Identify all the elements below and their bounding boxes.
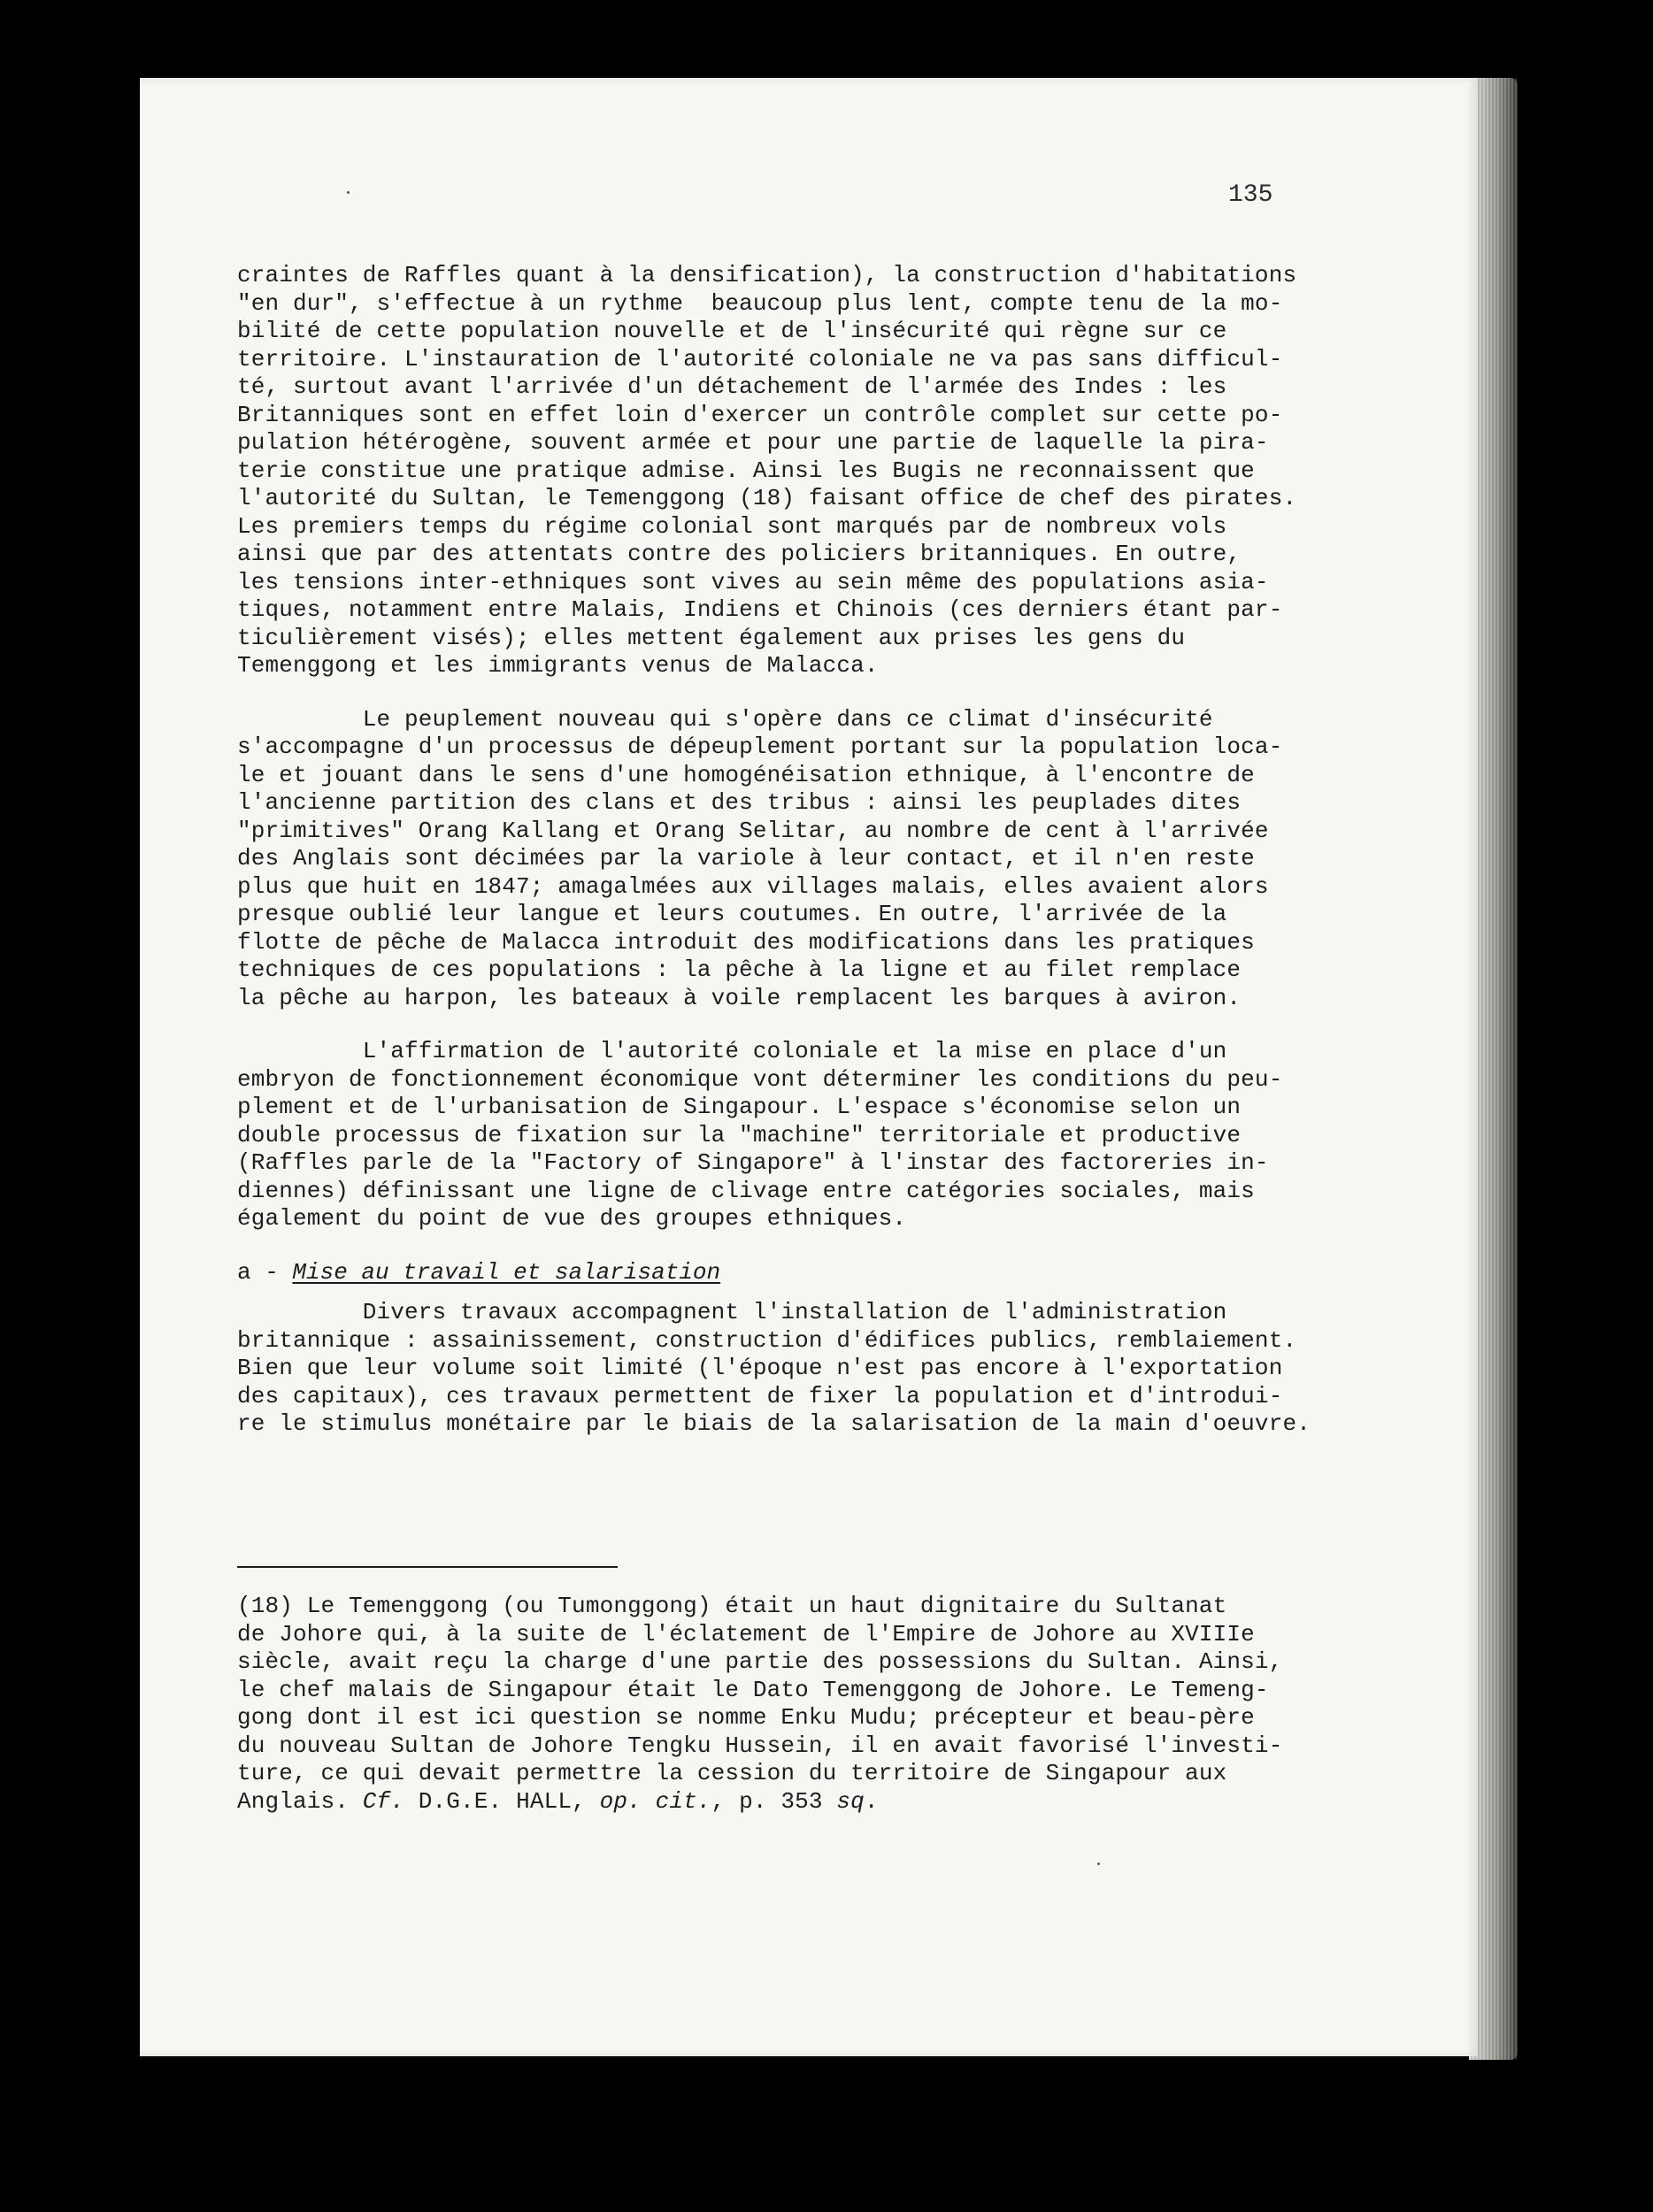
text-line: des capitaux), ces travaux permettent de fixer la population et d'introdui- [237, 1382, 1283, 1409]
text-line: plus que huit en 1847; amagalmées aux villages malais, elles avaient alors [237, 872, 1269, 900]
footnote-line: (18) Le Temenggong (ou Tumonggong) était un haut dignitaire du Sultanat [237, 1593, 1227, 1619]
footnote-line: de Johore qui, à la suite de l'éclatement de l'Empire de Johore au XVIIIe [237, 1620, 1255, 1647]
text-line: la pêche au harpon, les bateaux à voile remplacent les barques à aviron. [237, 984, 1242, 1011]
text-line: britannique : assainissement, construction d'édifices publics, remblaiement. [237, 1326, 1297, 1354]
paper-speck [1097, 1863, 1100, 1865]
text-line: embryon de fonctionnement économique vont déterminer les conditions du peu- [237, 1065, 1283, 1093]
citation-sq: sq [836, 1787, 865, 1815]
footnote [237, 1593, 1327, 1816]
citation-period: . [864, 1787, 879, 1815]
section-heading-prefix: a - [237, 1258, 293, 1286]
text-line: plement et de l'urbanisation de Singapour. L'espace s'économise selon un [237, 1094, 1242, 1120]
section-heading [237, 1259, 1327, 1287]
text-line: Le peuplement nouveau qui s'opère dans ce climat d'insécurité [237, 705, 1213, 733]
text-line: craintes de Raffles quant à la densification), la construction d'habitations [237, 262, 1297, 288]
main-text [237, 262, 1327, 1439]
paragraph-gap [237, 1286, 1327, 1299]
footnote-line: ture, ce qui devait permettre la cession du territoire de Singapour aux [237, 1760, 1227, 1786]
text-line: double processus de fixation sur la "machine" territoriale et productive [237, 1121, 1242, 1148]
text-line: tiques, notamment entre Malais, Indiens et Chinois (ces derniers étant par- [237, 596, 1283, 623]
text-line: les tensions inter-ethniques sont vives au sein même des populations asia- [237, 568, 1269, 595]
text-line: (Raffles parle de la "Factory of Singapore" à l'instar des factoreries in- [237, 1149, 1269, 1176]
text-line: terie constitue une pratique admise. Ainsi les Bugis ne reconnaissent que [237, 457, 1255, 484]
citation-cf: Cf. [362, 1787, 405, 1815]
text-line: diennes) définissant une ligne de clivage entre catégories sociales, mais [237, 1177, 1255, 1204]
footnote-line: du nouveau Sultan de Johore Tengku Hussein, il en avait favorisé l'investi- [237, 1732, 1283, 1759]
paper-speck [347, 191, 350, 194]
text-line: des Anglais sont décimées par la variole à leur contact, et il n'en reste [237, 845, 1255, 872]
text-line: techniques de ces populations : la pêche à la ligne et au filet remplace [237, 956, 1242, 983]
footnote-line: siècle, avait reçu la charge d'une partie des possessions du Sultan. Ainsi, [237, 1648, 1283, 1675]
text-line: Divers travaux accompagnent l'installation de l'administration [237, 1299, 1227, 1325]
text-line: l'ancienne partition des clans et des tribus : ainsi les peuplades dites [237, 789, 1242, 816]
text-line: Bien que leur volume soit limité (l'époque n'est pas encore à l'exportation [237, 1355, 1283, 1381]
section-heading-title: Mise au travail et salarisation [292, 1258, 721, 1286]
text-line: ticulièrement visés); elles mettent également aux prises les gens du [237, 624, 1186, 651]
text-line: "en dur", s'effectue à un rythme beaucoup plus lent, compte tenu de la mo- [237, 289, 1283, 317]
text-line: flotte de pêche de Malacca introduit des modifications dans les pratiques [237, 928, 1255, 956]
text-line: également du point de vue des groupes ethniques. [237, 1205, 907, 1232]
text-line: L'affirmation de l'autorité coloniale et la mise en place d'un [237, 1038, 1227, 1064]
text-line: s'accompagne d'un processus de dépeuplement portant sur la population loca- [237, 733, 1283, 760]
text-line: re le stimulus monétaire par le biais de la salarisation de la main d'oeuvre. [237, 1410, 1311, 1437]
paragraph-gap [237, 680, 1327, 706]
paragraph-gap [237, 1012, 1327, 1038]
citation-page: , p. 353 [711, 1787, 837, 1815]
text-line: Temenggong et les immigrants venus de Malacca. [237, 652, 879, 679]
text-line: "primitives" Orang Kallang et Orang Selitar, au nombre de cent à l'arrivée [237, 817, 1269, 844]
footnote-line: le chef malais de Singapour était le Dato Temenggong de Johore. Le Temeng- [237, 1676, 1269, 1703]
text-line: l'autorité du Sultan, le Temenggong (18) faisant office de chef des pirates. [237, 485, 1297, 511]
citation-text: Anglais. [237, 1787, 363, 1815]
text-line: presque oublié leur langue et leurs coutumes. En outre, l'arrivée de la [237, 901, 1227, 927]
citation-opcit: op. cit. [599, 1787, 711, 1815]
text-line: Britanniques sont en effet loin d'exercer un contrôle complet sur cette po- [237, 401, 1283, 428]
footnote-citation-line [237, 1788, 1327, 1816]
footnote-line: gong dont il est ici question se nomme Enku Mudu; précepteur et beau-père [237, 1704, 1255, 1731]
text-line: bilité de cette population nouvelle et de l'insécurité qui règne sur ce [237, 318, 1227, 344]
paragraph-gap [237, 1233, 1327, 1259]
text-line: pulation hétérogène, souvent armée et pour une partie de laquelle la pira- [237, 429, 1269, 456]
text-line: ainsi que par des attentats contre des policiers britanniques. En outre, [237, 541, 1242, 567]
text-line: territoire. L'instauration de l'autorité coloniale ne va pas sans difficul- [237, 345, 1283, 373]
footnote-separator [237, 1566, 618, 1568]
text-line: té, surtout avant l'arrivée d'un détachement de l'armée des Indes : les [237, 373, 1227, 400]
citation-author: D.G.E. HALL, [404, 1787, 600, 1815]
page-number: 135 [1228, 181, 1273, 209]
text-line: Les premiers temps du régime colonial sont marqués par de nombreux vols [237, 512, 1227, 540]
text-line: le et jouant dans le sens d'une homogénéisation ethnique, à l'encontre de [237, 761, 1255, 788]
